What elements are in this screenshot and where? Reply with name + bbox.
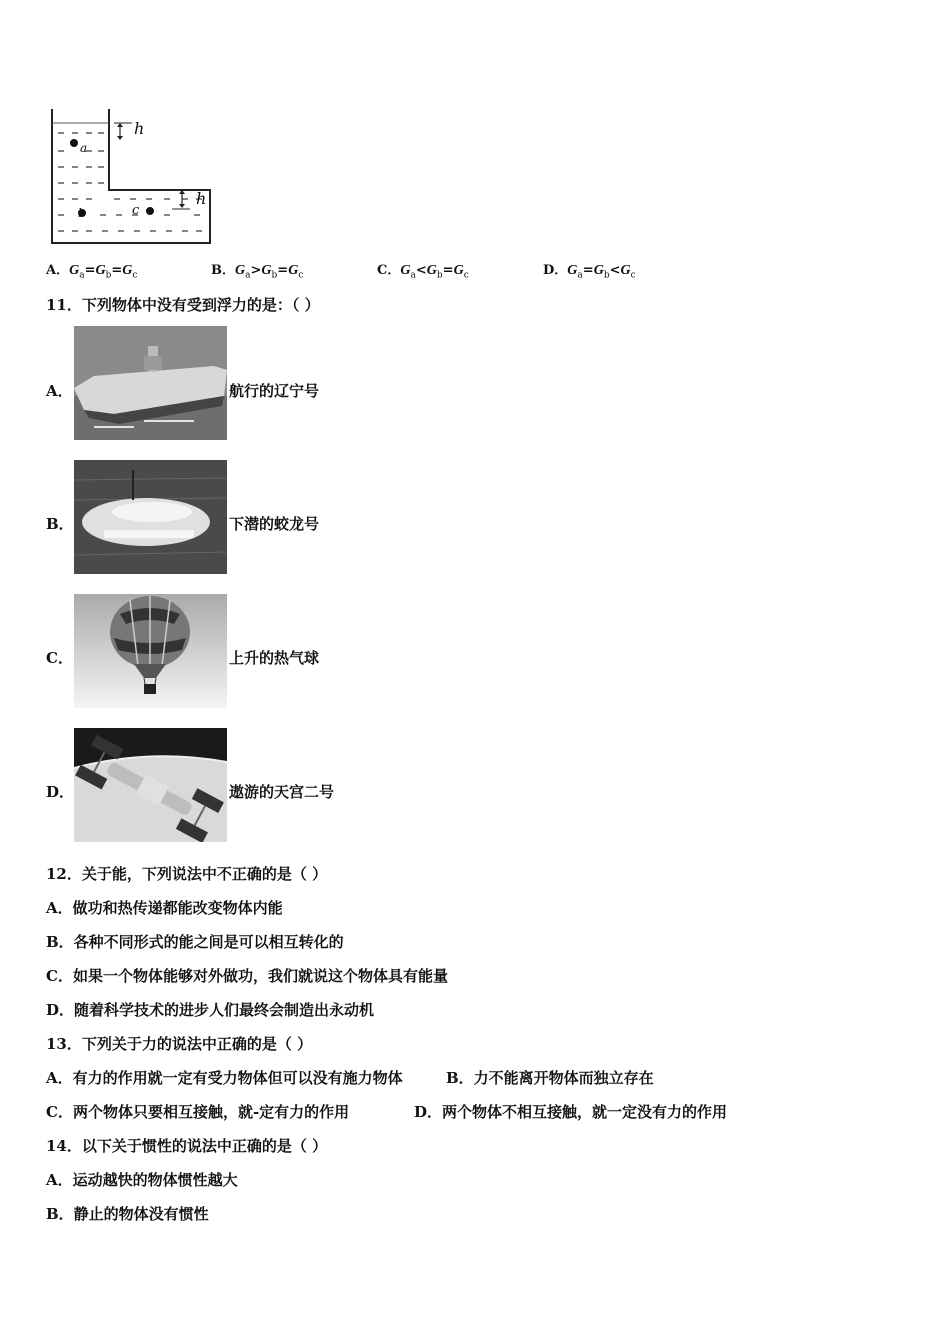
q11-stem: 11．下列物体中没有受到浮力的是：（ ） [46,296,320,314]
q12-stem: 12．关于能，下列说法中不正确的是（ ） [46,865,328,883]
aircraft-carrier-image [74,326,227,440]
q10-option-c-text: $G_a<G_b=G_c$ [400,263,469,281]
q13-option-c[interactable]: C．两个物体只要相互接触，就-定有力的作用 [46,1103,350,1121]
ball-label-b: b [78,206,86,220]
q12-option-a[interactable]: A．做功和热传递都能改变物体内能 [46,899,283,917]
q10-option-c[interactable]: C．$G_a<G_b=G_c$ [377,263,469,281]
h-label-top: h [134,119,145,138]
q11-option-c-letter: C． [46,649,73,667]
q11-option-d-caption: 遨游的天宫二号 [229,783,335,801]
q10-option-d[interactable]: D．$G_a=G_b<G_c$ [543,263,636,281]
q11-option-c-caption: 上升的热气球 [229,649,320,667]
q10-option-a-text: $G_a=G_b=G_c$ [69,263,138,281]
q13-option-a[interactable]: A．有力的作用就一定有受力物体但可以没有施力物体 [46,1069,403,1087]
q11-option-a-caption: 航行的辽宁号 [229,382,320,400]
q14-stem: 14．以下关于惯性的说法中正确的是（ ） [46,1137,328,1155]
q11-option-d-letter: D． [46,783,75,801]
q11-option-a-letter: A． [46,382,73,400]
q10-option-d-text: $G_a=G_b<G_c$ [567,263,636,281]
q10-option-b-text: $G_a>G_b=G_c$ [235,263,304,281]
q10-container-figure [44,103,219,248]
q11-option-b-letter: B． [46,515,74,533]
q12-option-b[interactable]: B．各种不同形式的能之间是可以相互转化的 [46,933,344,951]
ball-label-c: c [132,203,140,218]
q13-option-d[interactable]: D．两个物体不相互接触，就一定没有力的作用 [414,1103,728,1121]
q14-option-b[interactable]: B．静止的物体没有惯性 [46,1205,209,1223]
q13-option-b[interactable]: B．力不能离开物体而独立存在 [446,1069,654,1087]
q13-stem: 13．下列关于力的说法中正确的是（ ） [46,1035,313,1053]
q14-option-a[interactable]: A．运动越快的物体惯性越大 [46,1171,238,1189]
ball-a [70,139,78,147]
ball-label-a: a [80,141,88,155]
q10-option-b[interactable]: B．$G_a>G_b=G_c$ [211,263,304,281]
ball-c [146,207,154,215]
submersible-image [74,460,227,574]
q12-option-d[interactable]: D．随着科学技术的进步人们最终会制造出永动机 [46,1001,375,1019]
hot-air-balloon-image [74,594,227,708]
q11-option-b-caption: 下潜的蛟龙号 [229,515,320,533]
q10-option-a[interactable]: A．$G_a=G_b=G_c$ [46,263,138,281]
q12-option-c[interactable]: C．如果一个物体能够对外做功，我们就说这个物体具有能量 [46,967,448,985]
space-station-image [74,728,227,842]
h-label-bottom: h [196,189,207,208]
